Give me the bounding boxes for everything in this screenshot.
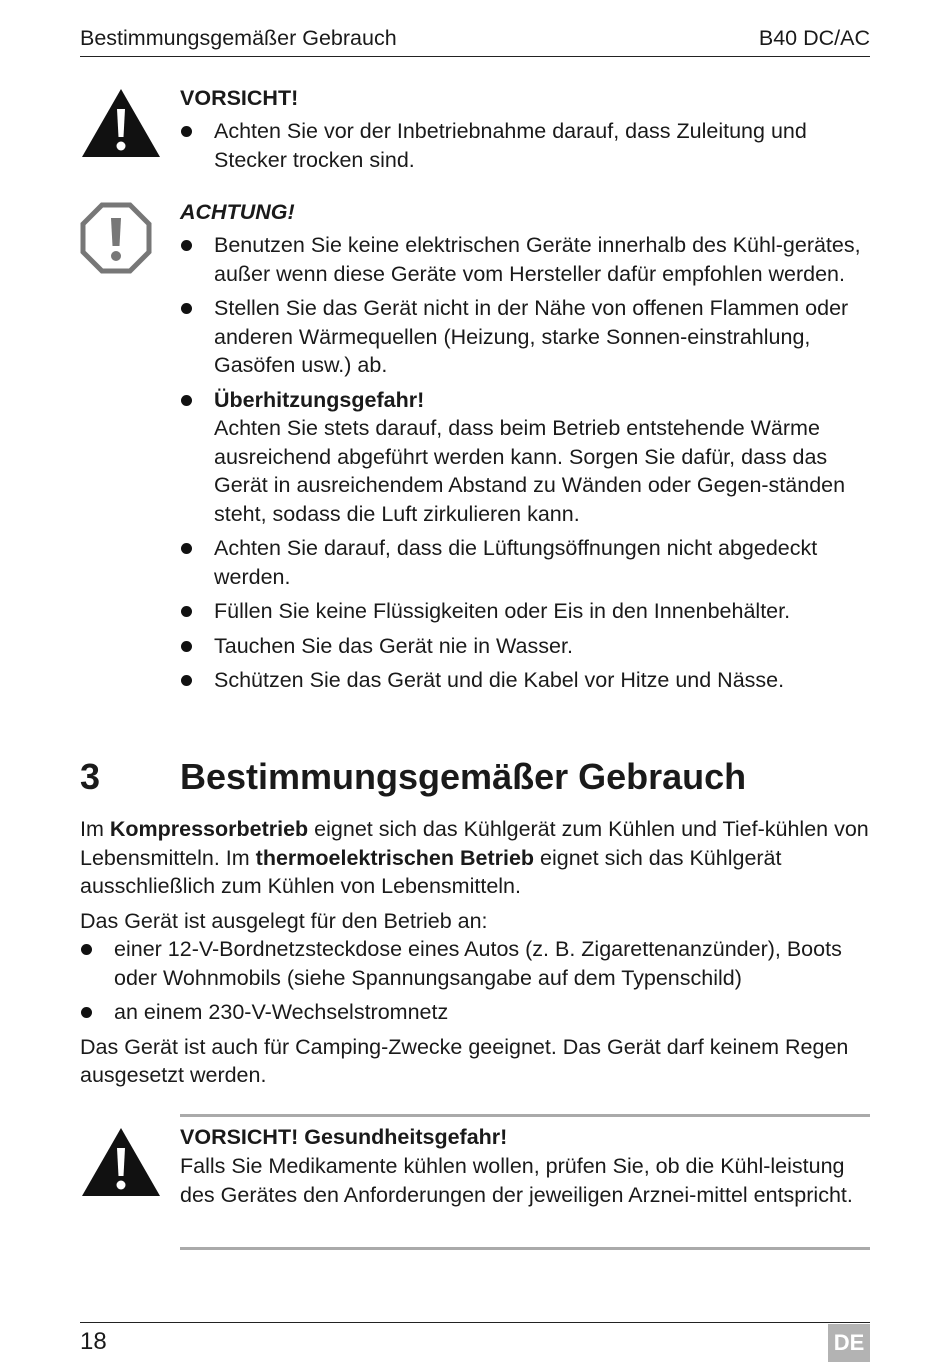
list-item: Stellen Sie das Gerät nicht in der Nähe von offenen Flammen oder anderen Wärmequellen (Heizung, starke Sonnen-einstrahlung, Gasöfen usw.) ab. bbox=[180, 294, 870, 380]
health-warning-box bbox=[180, 1114, 870, 1250]
camping-paragraph: Das Gerät ist auch für Camping-Zwecke geeignet. Das Gerät darf keinem Regen ausgesetzt werden. bbox=[80, 1034, 849, 1087]
language-badge: DE bbox=[828, 1324, 870, 1362]
caution-list bbox=[180, 117, 870, 174]
overheating-heading: Überhitzungsgefahr! bbox=[214, 387, 425, 412]
warning-triangle-icon bbox=[80, 87, 162, 159]
page-number: 18 bbox=[80, 1328, 107, 1355]
overheating-text: Achten Sie stets darauf, dass beim Betrieb entstehende Wärme ausreichend abgeführt werden kann. Sorgen Sie dafür, dass das Gerät in ausreichendem Abstand zu Wänden oder Gegen-ständen steht, sodass die Luft zirkulieren kann. bbox=[214, 416, 846, 526]
caution-block bbox=[180, 84, 870, 174]
notice-list bbox=[180, 231, 870, 695]
list-item: Achten Sie vor der Inbetriebnahme darauf, dass Zuleitung und Stecker trocken sind. bbox=[180, 117, 870, 174]
usage-list bbox=[80, 935, 870, 1027]
health-warning-label: VORSICHT! Gesundheitsgefahr! bbox=[180, 1125, 508, 1149]
section-heading bbox=[80, 756, 870, 798]
caution-label: VORSICHT! bbox=[180, 86, 299, 110]
list-item: Achten Sie darauf, dass die Lüftungsöffnungen nicht abgedeckt werden. bbox=[180, 534, 870, 591]
health-warning-text: Falls Sie Medikamente kühlen wollen, prüfen Sie, ob die Kühl-leistung des Gerätes den Anforderungen der jeweiligen Arznei-mittel entspricht. bbox=[180, 1154, 853, 1207]
notice-label: ACHTUNG! bbox=[180, 200, 295, 224]
list-item bbox=[180, 386, 870, 529]
notice-octagon-icon bbox=[80, 202, 152, 274]
footer-divider bbox=[80, 1322, 870, 1323]
intro-paragraph: Im Kompressorbetrieb eignet sich das Kühlgerät zum Kühlen und Tief-kühlen von Lebensmitteln. Im thermoelektrischen Betrieb eignet sich das Kühlgerät ausschließlich zum Kühlen von Lebensmitteln. bbox=[80, 817, 869, 898]
list-item: Benutzen Sie keine elektrischen Geräte innerhalb des Kühl-gerätes, außer wenn diese Geräte vom Hersteller dafür empfohlen werden. bbox=[180, 231, 870, 288]
notice-block bbox=[180, 198, 870, 695]
list-item: einer 12-V-Bordnetzsteckdose eines Autos (z. B. Zigarettenanzünder), Boots oder Wohnmobils (siehe Spannungsangabe auf dem Typenschild) bbox=[80, 935, 870, 992]
page-header bbox=[80, 26, 870, 57]
section-title: Bestimmungsgemäßer Gebrauch bbox=[180, 756, 747, 797]
usage-paragraph: Das Gerät ist ausgelegt für den Betrieb an: bbox=[80, 908, 488, 933]
header-model: B40 DC/AC bbox=[758, 26, 870, 50]
section-body bbox=[80, 815, 870, 1096]
header-section-title: Bestimmungsgemäßer Gebrauch bbox=[80, 26, 397, 50]
list-item: Tauchen Sie das Gerät nie in Wasser. bbox=[180, 632, 870, 661]
section-number: 3 bbox=[80, 756, 101, 797]
list-item: Füllen Sie keine Flüssigkeiten oder Eis in den Innenbehälter. bbox=[180, 597, 870, 626]
list-item: an einem 230-V-Wechselstromnetz bbox=[80, 998, 870, 1027]
list-item: Schützen Sie das Gerät und die Kabel vor Hitze und Nässe. bbox=[180, 666, 870, 695]
warning-triangle-icon bbox=[80, 1126, 162, 1198]
